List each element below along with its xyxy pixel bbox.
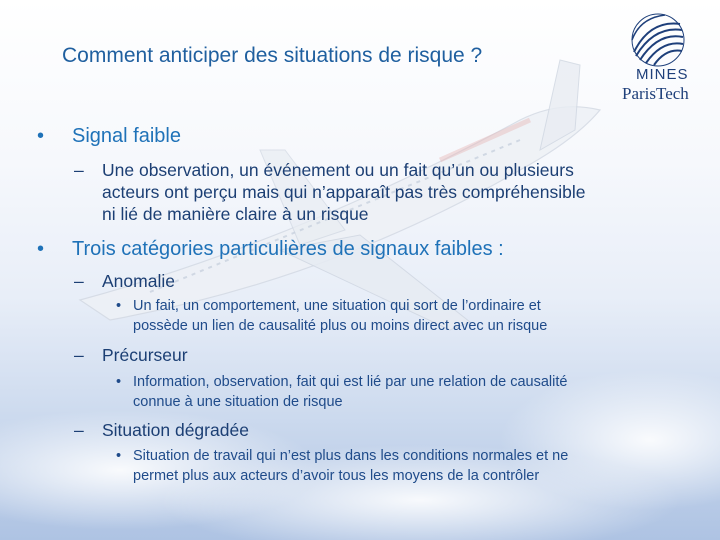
sub-bullet-signal-faible-definition xyxy=(74,159,586,225)
bullet-signal-faible xyxy=(37,125,181,148)
definition-line: Une observation, un événement ou un fait qu’un ou plusieurs xyxy=(102,160,574,180)
bullet-trois-categories xyxy=(37,238,504,261)
detail-line: permet plus aux acteurs d’avoir tous les moyens de la contrôler xyxy=(133,468,540,484)
bullet-icon: • xyxy=(37,238,45,260)
detail-line: Situation de travail qui n’est plus dans les conditions normales et ne xyxy=(133,448,569,464)
dash-icon: – xyxy=(74,160,84,180)
category-label: Anomalie xyxy=(102,271,175,291)
bullet-label: Trois catégories particulières de signaux faibles : xyxy=(72,238,504,260)
sub-bullet-anomalie xyxy=(74,271,175,292)
detail-anomalie xyxy=(116,296,548,336)
logo-text-paristech: ParisTech xyxy=(622,84,689,103)
logo-text-mines: MINES xyxy=(636,66,689,83)
detail-precurseur xyxy=(116,372,568,412)
dash-icon: – xyxy=(74,271,84,291)
sub-bullet-precurseur xyxy=(74,345,188,366)
dash-icon: – xyxy=(74,420,84,440)
detail-line: Un fait, un comportement, une situation qui sort de l’ordinaire et xyxy=(133,298,541,314)
detail-situation-degradee xyxy=(116,446,569,486)
detail-line: connue à une situation de risque xyxy=(133,394,343,410)
dash-icon: – xyxy=(74,345,84,365)
definition-line: ni lié de manière claire à un risque xyxy=(102,204,369,224)
bullet-icon: • xyxy=(37,125,45,147)
slide-title: Comment anticiper des situations de risque ? xyxy=(62,44,483,67)
bullet-icon: • xyxy=(116,298,122,314)
sub-bullet-situation-degradee xyxy=(74,420,249,441)
category-label: Situation dégradée xyxy=(102,420,249,440)
bullet-label: Signal faible xyxy=(72,125,181,147)
detail-line: Information, observation, fait qui est lié par une relation de causalité xyxy=(133,374,568,390)
definition-line: acteurs ont perçu mais qui n’apparaît pas très compréhensible xyxy=(102,182,586,202)
detail-line: possède un lien de causalité plus ou moins direct avec un risque xyxy=(133,318,548,334)
bullet-icon: • xyxy=(116,374,122,390)
bullet-icon: • xyxy=(116,448,122,464)
category-label: Précurseur xyxy=(102,345,188,365)
